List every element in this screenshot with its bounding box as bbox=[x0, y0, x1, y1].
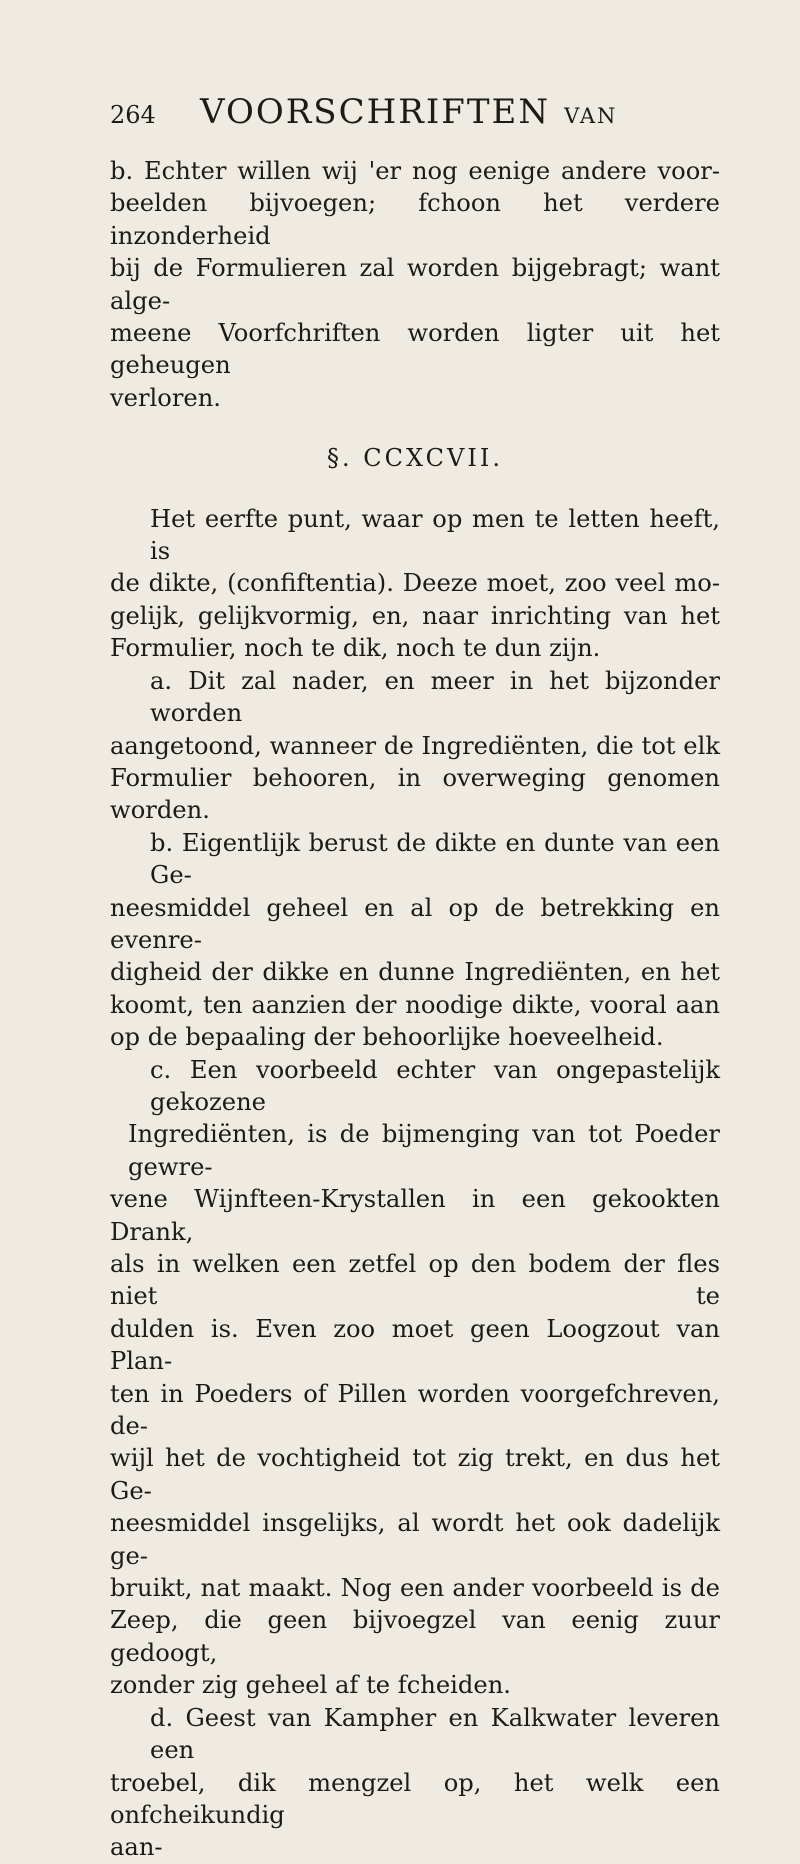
text-line: wijl het de vochtigheid tot zig trekt, en dus het Ge- bbox=[110, 1444, 720, 1505]
text-line: Formulier, noch te dik, noch te dun zijn. bbox=[110, 634, 601, 663]
text-line: b. Eigentlijk berust de dikte en dunte van een Ge- bbox=[150, 828, 720, 890]
paragraph-b-dikte bbox=[110, 827, 720, 1054]
text-line: aangetoond, wanneer de Ingrediënten, die tot elk bbox=[110, 731, 720, 760]
text-line: verloren. bbox=[110, 383, 221, 412]
text-line: troebel, dik mengzel op, het welk een onfcheikundig bbox=[110, 1768, 720, 1829]
paragraph-dikte bbox=[110, 503, 720, 665]
text-line: Het eerfte punt, waar op men te letten heeft, is bbox=[150, 504, 720, 566]
text-line: ten in Poeders of Pillen worden voorgefchreven, de- bbox=[110, 1379, 720, 1441]
text-line: beelden bijvoegen; fchoon het verdere inzonderheid bbox=[110, 189, 720, 250]
text-line: dulden is. Even zoo moet geen Loogzout van Plan- bbox=[110, 1314, 720, 1376]
body-text bbox=[110, 155, 720, 1864]
page-number: 264 bbox=[110, 101, 156, 129]
running-title-tail: VAN bbox=[564, 104, 618, 128]
catchword: aan- bbox=[110, 1833, 163, 1862]
section-heading: §. CCXCVII. bbox=[327, 444, 503, 473]
text-line: a. Dit zal nader, en meer in het bijzonder worden bbox=[150, 666, 720, 728]
running-head bbox=[110, 92, 710, 132]
text-line: zonder zig geheel af te fcheiden. bbox=[110, 1671, 511, 1700]
text-line: Ingrediënten, is de bijmenging van tot Poeder gewre- bbox=[128, 1120, 720, 1181]
text-line: bruikt, nat maakt. Nog een ander voorbeeld is de bbox=[110, 1574, 720, 1603]
text-line: vene Wijnfteen-Krystallen in een gekookten Drank, bbox=[110, 1185, 720, 1246]
text-line: b. Echter willen wij 'er nog eenige andere voor- bbox=[110, 157, 720, 185]
text-line: digheid der dikke en dunne Ingrediënten, en het bbox=[110, 958, 720, 987]
text-line: Zeep, die geen bijvoegzel van eenig zuur gedoogt, bbox=[110, 1606, 720, 1667]
paragraph-d bbox=[110, 1702, 720, 1832]
text-line: als in welken een zetfel op den bodem der fles niet te bbox=[110, 1250, 720, 1311]
text-line: d. Geest van Kampher en Kalkwater leveren een bbox=[150, 1703, 720, 1765]
paragraph-c bbox=[110, 1054, 720, 1702]
text-line: bij de Formulieren zal worden bijgebragt; want alge- bbox=[110, 254, 720, 315]
text-line: neesmiddel insgelijks, al wordt het ook dadelijk ge- bbox=[110, 1509, 720, 1570]
text-line: de dikte, (confiftentia). Deeze moet, zoo veel mo- bbox=[110, 569, 720, 598]
text-line: meene Voorfchriften worden ligter uit het geheugen bbox=[110, 319, 720, 380]
text-line: c. Een voorbeeld echter van ongepastelijk gekozene bbox=[150, 1055, 720, 1116]
running-title: VOORSCHRIFTEN bbox=[200, 92, 551, 132]
text-line: Formulier behooren, in overweging genomen worden. bbox=[110, 763, 720, 825]
text-line: gelijk, gelijkvormig, en, naar inrichting van het bbox=[110, 601, 720, 630]
text-line: koomt, ten aanzien der noodige dikte, vooral aan bbox=[110, 990, 720, 1019]
text-line: op de bepaaling der behoorlijke hoeveelheid. bbox=[110, 1023, 664, 1052]
paragraph-a bbox=[110, 665, 720, 827]
text-line: neesmiddel geheel en al op de betrekking en evenre- bbox=[110, 893, 720, 954]
paragraph-b-examples bbox=[110, 155, 720, 414]
